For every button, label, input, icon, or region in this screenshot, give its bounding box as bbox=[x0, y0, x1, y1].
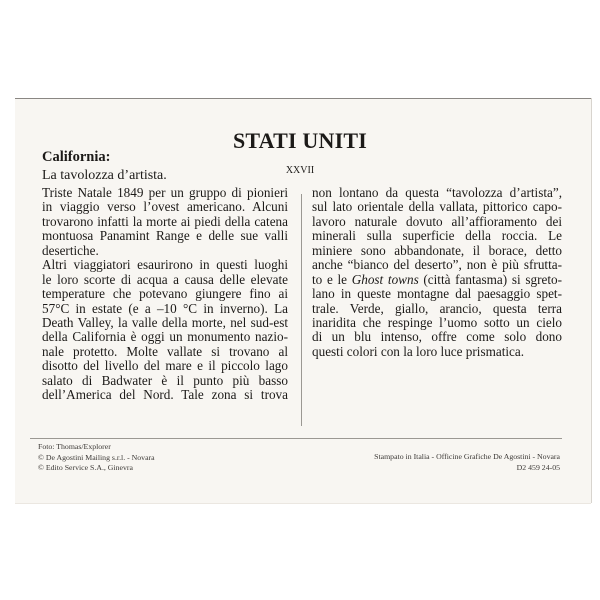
card-number: XXVII bbox=[285, 165, 315, 176]
text-line: trovarono infatti la morte ai piedi della catena bbox=[42, 213, 288, 229]
text-line: di un blu intenso, offre come solo dono bbox=[312, 329, 562, 345]
text-line: montuosa Panamint Range e delle sue valli bbox=[42, 228, 288, 244]
text-line: lano in queste montagne dal paesaggio spet- bbox=[312, 286, 562, 302]
text-fragment: (città fantasma) si sgreto- bbox=[418, 271, 562, 287]
subtitle: La tavolozza d’artista. bbox=[42, 168, 167, 183]
footer-credits bbox=[38, 442, 155, 474]
text-fragment: to e le bbox=[312, 271, 352, 287]
product-code: D2 459 24-05 bbox=[516, 462, 560, 472]
text-line: Death Valley, la valle della morte, nel sud-est bbox=[42, 314, 288, 330]
text-line: temperature che potevano giungere fino ai bbox=[42, 286, 288, 302]
text-line: disotto del livello del mare e il piccolo lago bbox=[42, 358, 288, 374]
text-line: dell’America del Nord. Tale zona si trova bbox=[42, 387, 288, 403]
text-line: non lontano da questa “tavolozza d’artista”, bbox=[312, 185, 562, 200]
text-line: in viaggio verso l’ovest americano. Alcuni bbox=[42, 199, 288, 215]
text-line: miniere sono abbandonate, il borace, detto bbox=[312, 242, 562, 258]
text-line: 57°C in estate (e a –10 °C in inverno). La bbox=[42, 300, 288, 316]
left-text-column bbox=[42, 186, 288, 403]
text-line: nale protetto. Molte vallate si trovano al bbox=[42, 343, 288, 359]
italic-term: Ghost towns bbox=[351, 271, 419, 287]
column-divider bbox=[301, 194, 302, 426]
printer-line: Stampato in Italia - Officine Grafiche De Agostini - Novara bbox=[374, 452, 560, 461]
region-heading: California: bbox=[42, 149, 111, 165]
text-line bbox=[312, 273, 562, 287]
right-text-column bbox=[312, 186, 562, 359]
text-line: Triste Natale 1849 per un gruppo di pionieri bbox=[42, 185, 288, 200]
postcard-back bbox=[15, 98, 591, 503]
text-line: anche “bianco del deserto”, non è più sfrutta- bbox=[312, 257, 562, 273]
text-line: della California è oggi un monumento nazio- bbox=[42, 329, 288, 345]
text-line: salato di Badwater è il punto più basso bbox=[42, 372, 288, 388]
copyright-line: © Edito Service S.A., Ginevra bbox=[38, 463, 133, 472]
text-line: sul lato orientale della vallata, pittorico capo- bbox=[312, 199, 562, 215]
text-line: Altri viaggiatori esaurirono in questi luoghi bbox=[42, 257, 288, 273]
text-line: minerali sulla superficie della roccia. Le bbox=[312, 228, 562, 244]
text-line: le loro scorte di acqua a causa delle elevate bbox=[42, 271, 288, 287]
copyright-line: © De Agostini Mailing s.r.l. - Novara bbox=[38, 452, 155, 462]
footer-rule bbox=[30, 438, 562, 439]
photo-credit: Foto: Thomas/Explorer bbox=[38, 442, 111, 451]
card-title: STATI UNITI bbox=[232, 128, 368, 153]
footer-printer bbox=[374, 452, 560, 473]
text-line: questi colori con la loro luce prismatica. bbox=[312, 343, 525, 359]
text-line: desertiche. bbox=[42, 242, 99, 258]
text-line: trale. Verde, giallo, arancio, questa terra bbox=[312, 300, 562, 316]
text-line: inaridita che respinge l’uomo sotto un cielo bbox=[312, 314, 562, 330]
text-line: lavoro naturale dovuto all’affioramento dei bbox=[312, 213, 562, 229]
